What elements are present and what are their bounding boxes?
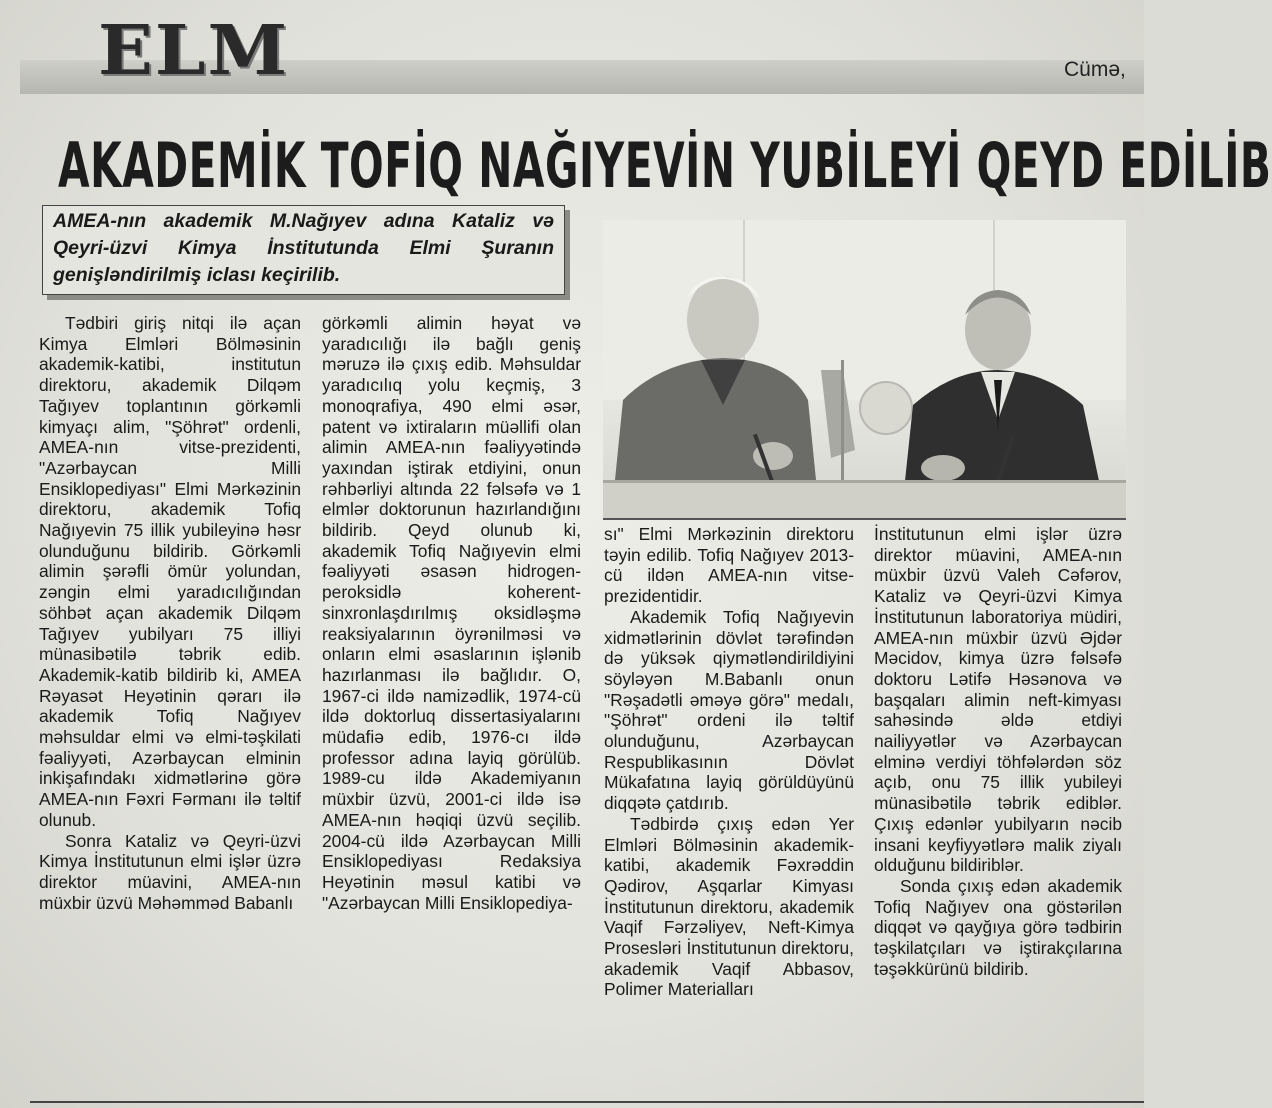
article-column-4 [874, 524, 1122, 979]
paragraph: sı" Elmi Mərkəzinin direktoru təyin edilib. Tofiq Nağıyev 2013-cü ildən AMEA-nın vitse-prezidentidir. [604, 524, 854, 607]
paragraph: Sonra Kataliz və Qeyri-üzvi Kimya İnstitutunun elmi işlər üzrə direktor müavini, AMEA-nın müxbir üzvü Məhəmməd Babanlı [39, 830, 301, 913]
issue-date: Cümə, [1064, 58, 1126, 81]
paragraph: Sonda çıxış edən akademik Tofiq Nağıyev ona göstərilən diqqət və qayğıya görə tədbirin təşkilatçıları və iştirakçılarına təşəkkürünü bildirib. [874, 875, 1122, 979]
article-headline: AKADEMİK TOFİQ NAĞIYEVİN YUBİLEYİ QEYD EDİLİB [58, 131, 1272, 203]
section-name: ELM [98, 9, 290, 91]
paragraph: İnstitutunun elmi işlər üzrə direktor müavini, AMEA-nın müxbir üzvü Valeh Cəfərov, Kataliz və Qeyri-üzvi Kimya İnstitutunun laboratoriya müdiri, AMEA-nın müxbir üzvü Əjdər Məcidov, kimya üzrə fəlsəfə doktoru Lətifə Həsənova və başqaları alimin neft-kimyası sahəsində əldə etdiyi nailiyyətlər və Azərbaycan elminə verdiyi töhfələrdən söz açıb, onu 75 illik yubileyi münasibətilə təbrik ediblər. Çıxış edənlər yubilyarın nəcib insani keyfiyyətlərə malik ziyalı olduğunu bildiriblər. [874, 524, 1122, 876]
paragraph: Tədbiri giriş nitqi ilə açan Kimya Elmləri Bölməsinin akademik-katibi, institutun direktoru, akademik Dilqəm Tağıyev toplantının görkəmli kimyaçı alim, "Şöhrət" ordenli, AMEA-nın vitse-prezidenti, "Azərbaycan Milli Ensiklopediyası" Elmi Mərkəzinin direktoru, akademik Tofiq Nağıyevin 75 illik yubileyinə həsr olunduğunu bildirib. Görkəmli alimin şərəfli ömür yolundan, zəngin elmi yaradıcılığından söhbət açan akademik Dilqəm Tağıyev yubilyarı 75 illiyi münasibətilə təbrik edib. Akademik-katib bildirib ki, AMEA Rəyasət Heyətinin qərarı ilə akademik Tofiq Nağıyev məhsuldar elmi və elmi-təşkilati fəaliyyəti, Azərbaycan elminin inkişafındakı xidmətlərinə görə AMEA-nın Fəxri Fərmanı ilə təltif olunub. [39, 313, 301, 830]
article-column-1 [39, 313, 301, 913]
bottom-divider [30, 1101, 1144, 1103]
article-lead: AMEA-nın akademik M.Nağıyev adına Kataliz və Qeyri-üzvi Kimya İnstitutunda Elmi Şuranın genişləndirilmiş iclası keçirilib. [53, 210, 554, 286]
paragraph: görkəmli alimin həyat və yaradıcılığı ilə bağlı geniş məruzə ilə çıxış edib. Məhsuldar yaradıcılıq yolu keçmiş, 3 monoqrafiya, 490 elmi əsər, patent və ixtiraların müəllifi olan alimin AMEA-nın fəaliyyətində yaxından iştirak etdiyini, onun rəhbərliyi altında 22 fəlsəfə və 1 elmlər doktorunun hazırlandığını bildirib. Qeyd olunub ki, akademik Tofiq Nağıyevin elmi fəaliyyəti əsasən hidrogen-peroksidlə koherent-sinxronlaşdırılmış oksidləşmə reaksiyalarının öyrənilməsi və onların elmi əsaslarının işlənib hazırlanması ilə bağlıdır. O, 1967-ci ildə namizədlik, 1974-cü ildə doktorluq dissertasiyalarını müdafiə edib, 1976-cı ildə professor adına layiq görülüb. 1989-cu ildə Akademiyanın müxbir üzvü, 2001-ci ildə isə AMEA-nın həqiqi üzvü seçilib. 2004-cü ildə Azərbaycan Milli Ensiklopediyası Redaksiya Heyətinin məsul katibi və "Azərbaycan Milli Ensiklopediya- [322, 313, 581, 913]
article-column-2 [322, 313, 581, 913]
meeting-photo-image [603, 220, 1126, 518]
paragraph: Tədbirdə çıxış edən Yer Elmləri Bölməsinin akademik-katibi, akademik Fəxrəddin Qədirov, Aşqarlar Kimyası İnstitutunun direktoru, akademik Vaqif Fərzəliyev, Neft-Kimya Prosesləri İnstitutunun direktoru, akademik Vaqif Abbasov, Polimer Materialları [604, 813, 854, 1000]
article-photo [603, 220, 1126, 520]
article-column-3 [604, 524, 854, 1000]
paragraph: Akademik Tofiq Nağıyevin xidmətlərinin dövlət tərəfindən də yüksək qiymətləndirildiyini söyləyən M.Babanlı onun "Rəşadətli əməyə görə" medalı, "Şöhrət" ordeni ilə təltif olunduğunu, Azərbaycan Respublikasının Dövlət Mükafatına layiq görüldüyünü diqqətə çatdırıb. [604, 606, 854, 814]
article-lead-box [42, 205, 565, 295]
